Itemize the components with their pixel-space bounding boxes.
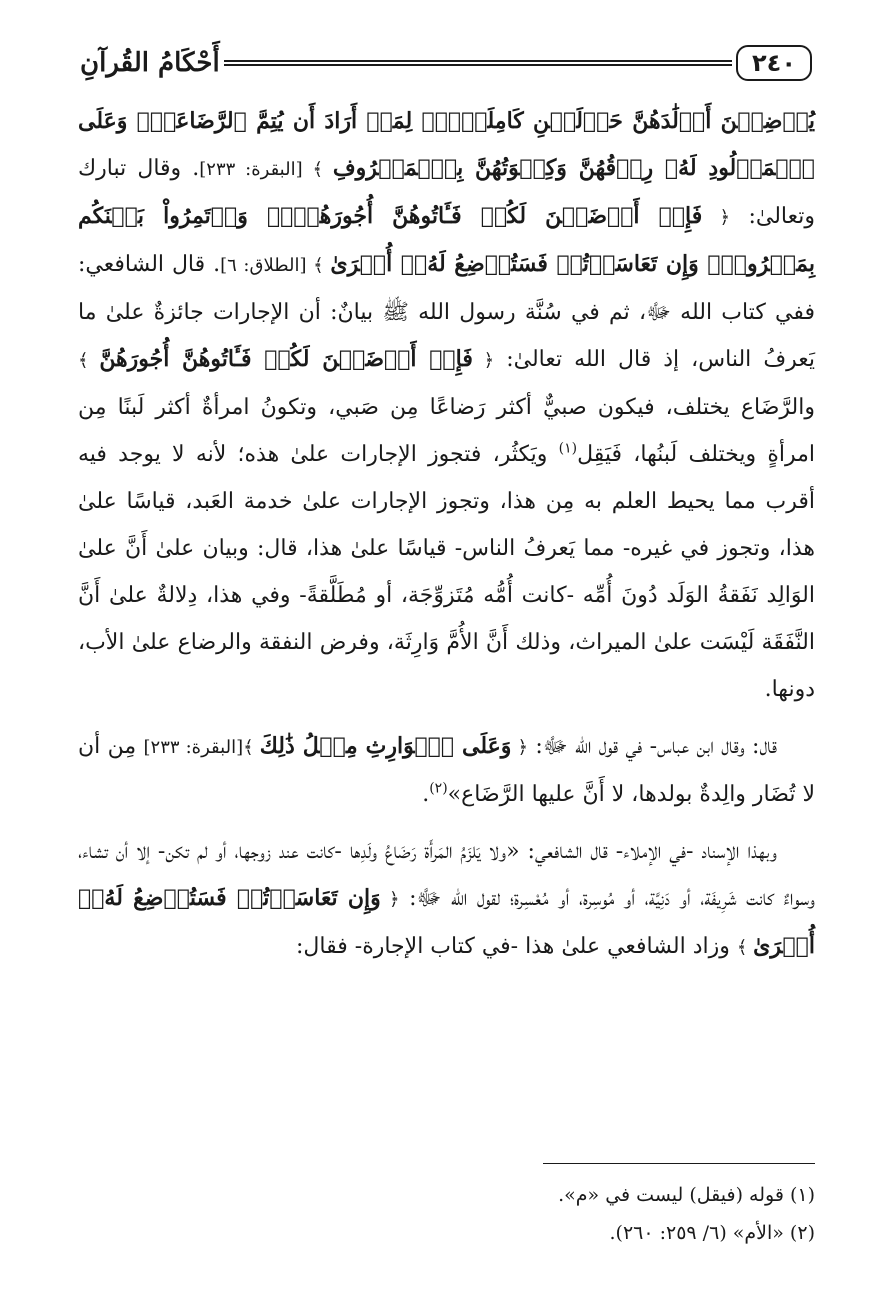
footnote-2: (٢) «الأم» (٦/ ٢٥٩: ٢٦٠). xyxy=(609,1222,815,1244)
quran-bracket: ﴿ xyxy=(511,737,529,758)
quran-bracket: ﴾ xyxy=(306,255,331,276)
quran-bracket: ﴾ xyxy=(78,350,100,371)
paragraph xyxy=(78,98,815,713)
verse-reference: [البقرة: ٢٣٣] xyxy=(143,737,244,758)
footnote-marker: (١) xyxy=(558,440,578,457)
verse-reference: [الطلاق: ٦] xyxy=(220,255,307,276)
body-text: وبهذا الإسناد -في الإملاء- قال الشافعي: «ولا يَلزَمُ المَرأَة رَضَاعُ ولَدِها -كانت عند زوجها، أو لم تكن- إلا أن تشاء، وسواءٌ كانت شَرِيفَة، أو دَنِيَّة، أو مُوسِرة، أو مُعْسِرة؛ لقول الله ﷻ: xyxy=(78,839,815,911)
body-text: والرَّضَاع يختلف، فيكون صبيٌّ أكثر رَضاعًا مِن صَبي، وتكونُ امرأةٌ أكثر لَبنًا مِن امرأةٍ ويختلف لَبنُها، فَيَقِل xyxy=(78,395,815,467)
paragraph xyxy=(78,723,815,818)
page-number: ٢٤٠ xyxy=(736,45,812,81)
quran-text: فَإِنۡ أَرۡضَعۡنَ لَكُمۡ فَـَٔاتُوهُنَّ أُجُورَهُنَّۖ وَأۡتَمِرُواْ بَيۡنَكُم بِمَعۡرُوفٖۖ وَإِن تَعَاسَرۡتُمۡ فَسَتُرۡضِعُ لَهُۥٓ أُخۡرَىٰ xyxy=(78,203,815,277)
footnote-marker: (٢) xyxy=(429,780,448,797)
body-text: . xyxy=(422,782,430,807)
body-text: . وقال تبارك وتعالىٰ: xyxy=(78,156,815,229)
quran-bracket: ﴿ xyxy=(472,350,495,371)
footnotes xyxy=(78,1176,815,1252)
quran-text: وَإِن تَعَاسَرۡتُمۡ فَسَتُرۡضِعُ لَهُۥٓ أُخۡرَىٰ xyxy=(78,885,815,959)
quran-text: وَعَلَى ٱلۡوَارِثِ مِثۡلُ ذَٰلِكَ xyxy=(259,733,512,759)
paragraph xyxy=(78,828,815,971)
quran-bracket: ﴾ xyxy=(302,159,333,180)
body-text: قال: وقال ابن عباس- في قول الله ﷻ: xyxy=(528,734,777,759)
quran-text: فَإِنۡ أَرۡضَعۡنَ لَكُمۡ فَـَٔاتُوهُنَّ أُجُورَهُنَّ xyxy=(99,346,473,372)
body-text: ويَكثُر، فتجوز الإجارات علىٰ هذه؛ لأنه لا يوجد فيه أقرب مما يحيط العلم به مِن هذا، وتجوز الإجارات علىٰ خدمة العَبد، قياسًا علىٰ هذا، وتجوز في غيره- مما يَعرفُ الناس- قياسًا علىٰ هذا، قال: وبيان علىٰ أَنَّ علىٰ الوَالِد نَفَقةُ الوَلَد دُونَ أُمِّه -كانت أُمُّه مُتَزوِّجَة، أو مُطَلَّقةً- وفي هذا، دِلالةٌ علىٰ أَنَّ النَّفَقَة لَيْسَت علىٰ الميراث، وذلك أَنَّ الأُمَّ وَارِثَة، وفرض النفقة والرضاع علىٰ الأب، دونها. xyxy=(78,442,815,702)
body-text: مِن أن لا تُضَار والِدةٌ بولدها، لا أَنَّ عليها الرَّضَاع» xyxy=(78,734,815,807)
quran-text: يُرۡضِعۡنَ أَوۡلَٰدَهُنَّ حَوۡلَيۡنِ كَامِلَيۡنِۖ لِمَنۡ أَرَادَ أَن يُتِمَّ ٱلرَّضَاعَةَۚ وَعَلَى ٱلۡمَوۡلُودِ لَهُۥ رِزۡقُهُنَّ وَكِسۡوَتُهُنَّ بِٱلۡمَعۡرُوفِ xyxy=(78,108,815,181)
footnote-separator xyxy=(543,1163,815,1164)
main-text xyxy=(78,98,815,981)
verse-reference: [البقرة: ٢٣٣] xyxy=(199,159,303,180)
body-text: . قال الشافعي: ففي كتاب الله ﷻ، ثم في سُنَّة رسول الله ﷺ بيانٌ: أن الإجارات جائزةٌ علىٰ ما يَعرفُ الناس، إذ قال الله تعالىٰ: xyxy=(78,252,816,372)
quran-bracket: ﴾ xyxy=(736,937,754,958)
book-title: أَحْكَامُ القُرآنِ xyxy=(80,48,220,78)
body-text: وزاد الشافعي علىٰ هذا -في كتاب الإجارة- فقال: xyxy=(296,934,737,959)
quran-bracket: ﴾ xyxy=(243,737,260,758)
header-rule xyxy=(224,60,732,66)
quran-bracket: ﴿ xyxy=(702,207,731,228)
quran-bracket: ﴿ xyxy=(380,889,400,910)
page-header xyxy=(80,40,812,86)
footnote-1: (١) قوله (فيقل) ليست في «م». xyxy=(558,1184,815,1206)
